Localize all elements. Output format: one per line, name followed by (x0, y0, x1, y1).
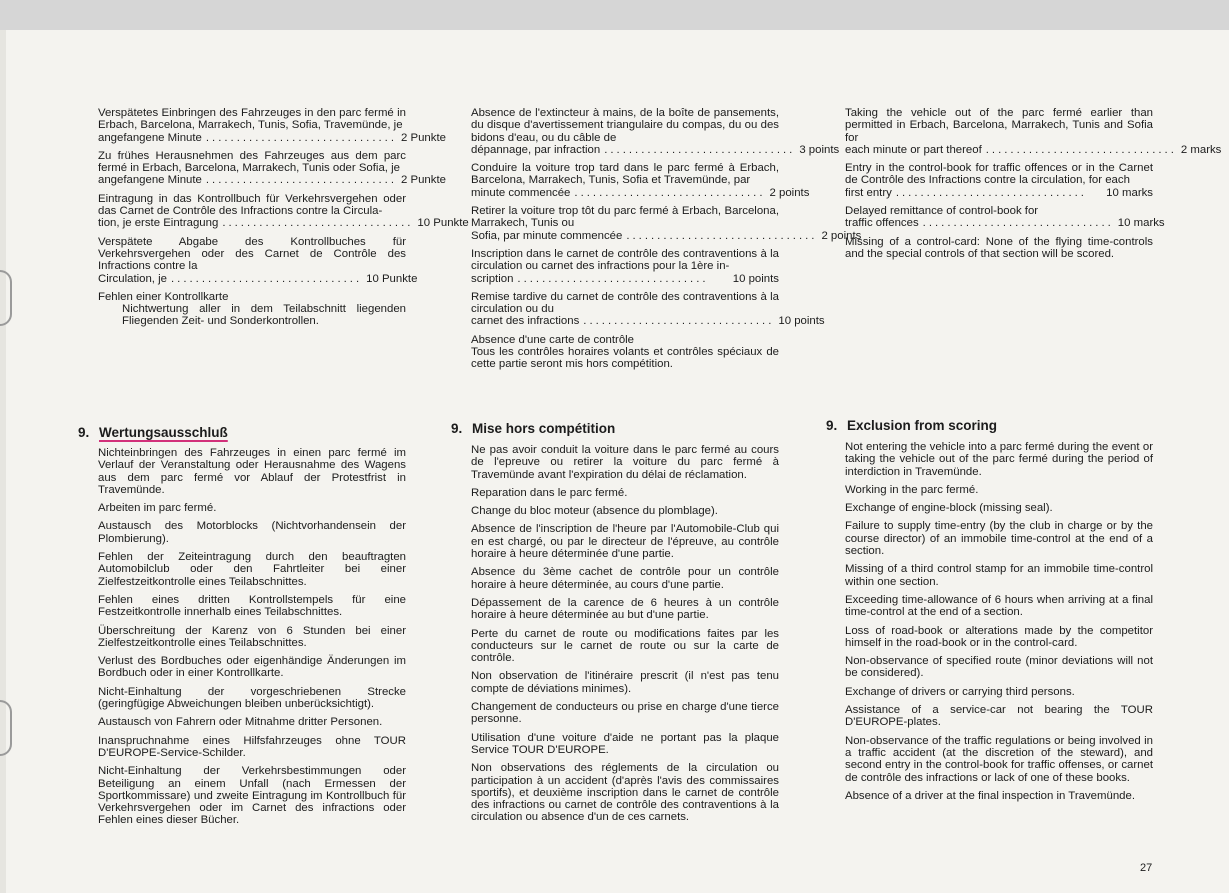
exclusion-item: Austausch von Fahrern oder Mitnahme dritter Personen. (98, 716, 383, 729)
penalty-value: 10 points (778, 315, 825, 328)
exclusion-item: Überschreitung der Karenz von 6 Stunden bei einer Zielfestzeitkontrolle eines Teilabschnittes. (98, 624, 406, 649)
exclusion-item: Exchange of drivers or carrying third persons. (845, 685, 1075, 698)
penalty-entry (471, 205, 862, 242)
penalty-description-end: first entry (845, 186, 892, 199)
section-number: 9. (78, 425, 90, 440)
exclusion-item: Nichteinbringen des Fahrzeuges in einen parc fermé im Verlauf der Veranstaltung oder Herausnahme des Wagens aus dem parc fermé vor Ablauf der Protestfrist in Travemünde. (98, 447, 406, 496)
page-number: 27 (1140, 862, 1153, 874)
exclusion-item: Non observation de l'itinéraire prescrit (il n'est pas tenu compte de déviations minimes). (471, 670, 779, 695)
german-exclusions (98, 447, 406, 833)
penalty-description: Inscription dans le carnet de contrôle des contraventions à la circulation ou carnet des infractions pour la 1ère in- (471, 247, 779, 273)
exclusion-item: Non-observance of the traffic regulations or being involved in a traffic accident (at the discretion of the steward), and second entry in the control-book for traffic offenses, or carnet de contrôle des infractions or lack of one of these books. (845, 734, 1153, 784)
exclusion-item: Dépassement de la carence de 6 heures à un contrôle horaire à heure déterminée au but d'une partie. (471, 596, 779, 622)
penalty-description-end: tion, je erste Eintragung (98, 217, 219, 230)
section-title: Exclusion from scoring (847, 418, 998, 433)
section-heading (451, 421, 615, 436)
penalty-value: 10 marks (1117, 217, 1165, 230)
binding-staple (0, 270, 12, 326)
leader-dots: ............................... (583, 315, 775, 328)
exclusion-item: Utilisation d'une voiture d'aide ne portant pas la plaque Service TOUR D'EUROPE. (471, 731, 779, 756)
exclusion-item: Absence of a driver at the final inspection in Travemünde. (845, 789, 1135, 802)
exclusion-item: Assistance of a service-car not bearing the TOUR D'EUROPE-plates. (845, 704, 1153, 729)
exclusion-item: Exchange of engine-block (missing seal). (845, 502, 1053, 515)
exclusion-item: Reparation dans le parc fermé. (471, 486, 628, 499)
binding-staple (0, 700, 12, 756)
exclusion-item: Absence du 3ème cachet de contrôle pour un contrôle horaire à heure déterminée, au cours d'une partie. (471, 566, 779, 591)
missing-card-title: Fehlen einer Kontrollkarte (98, 290, 229, 303)
leader-dots: ............................... (205, 174, 397, 187)
missing-card-text: Missing of a control-card: None of the flying time-controls and the special controls of that section will be scored. (845, 235, 1153, 260)
leader-dots: ............................... (985, 143, 1177, 156)
exclusion-item: Ne pas avoir conduit la voiture dans le parc fermé au cours de l'epreuve ou retirer la voiture du parc fermé à Travemünde avant l'expiration du délai de réclamation. (471, 444, 779, 481)
penalty-description: Entry in the control-book for traffic offences or in the Carnet de Contrôle des Infractions contre la circulation, for each (845, 162, 1153, 187)
penalty-entry (845, 162, 1153, 199)
penalty-description-end: minute commencée (471, 186, 571, 199)
penalty-description: Conduire la voiture trop tard dans le parc fermé à Erbach, Barcelona, Marrakech, Tunis, Sofia et Travemünde, par (471, 162, 779, 187)
exclusion-item: Missing of a third control stamp for an immobile time-control within one section. (845, 563, 1153, 588)
section-number: 9. (451, 421, 463, 436)
exclusion-item: Nicht-Einhaltung der vorgeschriebenen Strecke (geringfügige Abweichungen bleiben unberücksichtigt). (98, 685, 406, 711)
penalty-entry (471, 162, 810, 199)
exclusion-item: Not entering the vehicle into a parc fermé during the event or taking the vehicle out of the parc fermé during the period of interdiction in Travemünde. (845, 441, 1153, 478)
penalty-description: Delayed remittance of control-book for (845, 205, 1039, 218)
exclusion-item: Fehlen eines dritten Kontrollstempels für eine Festzeitkontrolle innerhalb eines Teilabschnittes. (98, 593, 406, 619)
section-title: Mise hors compétition (472, 421, 616, 436)
penalty-entry (471, 248, 779, 285)
leader-dots: ............................... (171, 272, 363, 285)
exclusion-item: Fehlen der Zeiteintragung durch den beauftragten Automobilclub oder den Fahrtleiter bei einer Zielfestzeitkontrolle eines Teilabschnittes. (98, 551, 406, 588)
penalty-value: 2 Punkte (400, 131, 446, 144)
leader-dots: ............................... (517, 272, 709, 285)
exclusion-item: Verlust des Bordbuches oder eigenhändige Änderungen im Bordbuch oder in einer Kontrollkarte. (98, 655, 406, 680)
german-penalties (98, 107, 469, 328)
leader-dots: ............................... (604, 143, 796, 156)
page-binding (0, 30, 6, 893)
penalty-description: Absence de l'extincteur à mains, de la boîte de pansements, du disque d'avertissement triangulaire du compas, du ou des bidons d'eau, ou du câble de (471, 107, 779, 144)
leader-dots: ............................... (895, 186, 1087, 199)
penalty-entry (845, 107, 1222, 156)
exclusion-item: Nicht-Einhaltung der Verkehrsbestimmungen oder Beteiligung an einem Unfall (nach Ermessen der Sportkommissare) und zweite Eintragung im Kontrollbuch für Verkehrsvergehen oder im Carnet des infractions oder Fehlen eines dieser Bücher. (98, 765, 406, 827)
english-exclusions (845, 441, 1153, 808)
penalty-entry (471, 107, 840, 156)
penalty-value: 10 Punkte (366, 272, 418, 285)
exclusion-item: Exceeding time-allowance of 6 hours when arriving at a final time-control at the end of a section. (845, 593, 1153, 619)
leader-dots: ............................... (626, 229, 818, 242)
penalty-description-end: traffic offences (845, 217, 919, 230)
penalty-description-end: angefangene Minute (98, 131, 202, 144)
exclusion-item: Change du bloc moteur (absence du plomblage). (471, 505, 718, 518)
penalty-value: 2 marks (1180, 143, 1222, 156)
exclusion-item: Non-observance of specified route (minor deviations will not be considered). (845, 655, 1153, 680)
penalty-description-end: Sofia, par minute commencée (471, 229, 623, 242)
penalty-entry (98, 107, 446, 144)
leader-dots: ............................... (574, 186, 766, 199)
penalty-value: 10 marks (1106, 186, 1153, 199)
penalty-description: Verspätete Abgabe des Kontrollbuches für Verkehrsvergehen oder des Carnet de Contrôle des Infractions contre la (98, 235, 406, 273)
penalty-value: 2 points (769, 186, 810, 199)
penalty-description-end: carnet des infractions (471, 315, 580, 328)
french-penalties (471, 107, 862, 371)
penalty-description: Zu frühes Herausnehmen des Fahrzeuges aus dem parc fermé in Erbach, Barcelona, Marrakech, Tunis oder Sofia, je (98, 149, 406, 175)
penalty-value: 10 Punkte (417, 217, 469, 230)
section-number: 9. (826, 418, 838, 433)
penalty-entry (845, 205, 1165, 230)
exclusion-item: Inanspruchnahme eines Hilfsfahrzeuges ohne TOUR D'EUROPE-Service-Schilder. (98, 734, 406, 759)
penalty-description: Eintragung in das Kontrollbuch für Verkehrsvergehen oder das Carnet de Contrôle des Infractions contre la Circula- (98, 192, 406, 218)
leader-dots: ............................... (222, 217, 414, 230)
french-exclusions (471, 444, 779, 830)
penalty-value: 2 points (821, 229, 862, 242)
penalty-value: 2 Punkte (400, 174, 446, 187)
penalty-description-end: each minute or part thereof (845, 143, 982, 156)
exclusion-item: Working in the parc fermé. (845, 483, 979, 496)
missing-card-title: Absence d'une carte de contrôle (471, 333, 635, 346)
penalty-entry (98, 192, 469, 230)
penalty-description: Retirer la voiture trop tôt du parc fermé à Erbach, Barcelona, Marrakech, Tunis ou (471, 205, 779, 230)
exclusion-item: Austausch des Motorblocks (Nichtvorhandensein der Plombierung). (98, 520, 406, 545)
missing-card-text: Nichtwertung aller in dem Teilabschnitt liegenden Fliegenden Zeit- und Sonderkontrollen. (122, 303, 406, 328)
penalty-description-end: scription (471, 272, 514, 285)
penalty-entry (98, 235, 418, 285)
penalty-entry (471, 290, 825, 328)
exclusion-item: Changement de conducteurs ou prise en charge d'une tierce personne. (471, 701, 779, 726)
exclusion-item: Failure to supply time-entry (by the club in charge or by the course director) of an immobile time-control at the end of a section. (845, 520, 1153, 558)
section-title: Wertungsausschluß (99, 425, 228, 440)
penalty-value: 10 points (732, 272, 779, 285)
exclusion-item: Loss of road-book or alterations made by the competitor himself in the road-book or in the control-card. (845, 624, 1153, 649)
exclusion-item: Arbeiten im parc fermé. (98, 502, 217, 515)
exclusion-item: Absence de l'inscription de l'heure par l'Automobile-Club qui en est chargé, ou par le directeur de l'épreuve, au contrôle horaire à heure déterminée d'une partie. (471, 523, 779, 561)
penalty-entry (98, 149, 446, 187)
section-heading (78, 425, 228, 440)
section-heading (826, 418, 997, 433)
penalty-description-end: Circulation, je (98, 272, 168, 285)
leader-dots: ............................... (205, 131, 397, 144)
penalty-value: 3 points (799, 143, 840, 156)
exclusion-item: Perte du carnet de route ou modifications faites par les conducteurs sur le carnet de route ou sur la carte de contrôle. (471, 627, 779, 665)
penalty-description: Remise tardive du carnet de contrôle des contraventions à la circulation ou du (471, 290, 779, 316)
penalty-description-end: angefangene Minute (98, 174, 202, 187)
missing-card-text: Tous les contrôles horaires volants et contrôles spéciaux de cette partie seront mis hors compétition. (471, 346, 779, 371)
leader-dots: ............................... (922, 217, 1114, 230)
penalty-description-end: dépannage, par infraction (471, 143, 601, 156)
penalty-description: Taking the vehicle out of the parc fermé earlier than permitted in Erbach, Barcelona, Marrakech, Tunis and Sofia for (845, 107, 1153, 144)
exclusion-item: Non observations des réglements de la circulation ou participation à un accident (d'après l'avis des commissaires sportifs), et deuxième inscription dans le carnet de contrôle des infractions ou carnet de contrôle des contraventions à la circulation ou absence d'un de ces carnets. (471, 762, 779, 824)
english-penalties (845, 107, 1222, 260)
penalty-description: Verspätetes Einbringen des Fahrzeuges in den parc fermé in Erbach, Barcelona, Marrakech, Tunis, Sofia, Travemünde, je (98, 107, 406, 132)
